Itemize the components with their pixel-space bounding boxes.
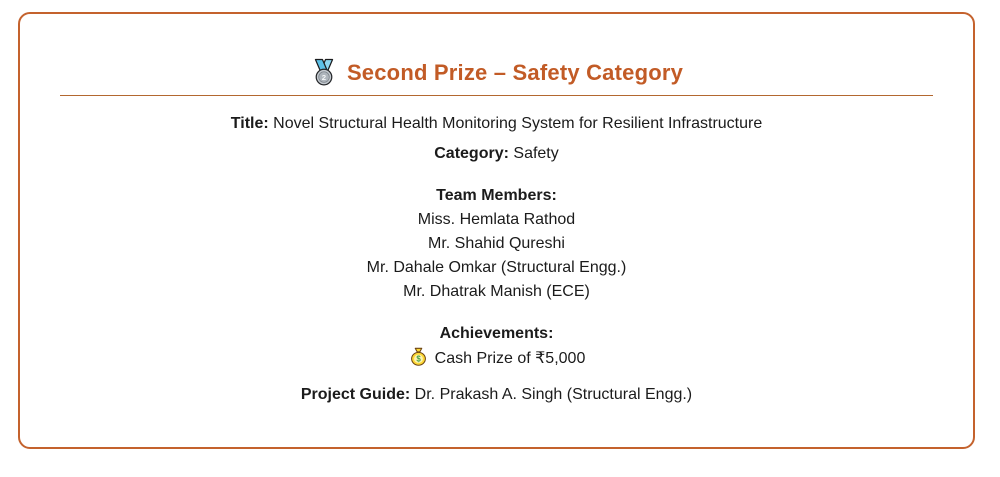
team-member: Mr. Dhatrak Manish (ECE): [403, 283, 590, 300]
achievements-section: [42, 322, 951, 371]
project-guide-line: [42, 383, 951, 407]
heading-divider: [60, 95, 933, 96]
achievements-label: Achievements:: [439, 325, 554, 342]
svg-text:$: $: [415, 354, 421, 364]
project-title-label: Title:: [230, 115, 269, 132]
team-members-section: [42, 184, 951, 304]
category-value: Safety: [513, 145, 559, 162]
money-bag-icon: [408, 346, 429, 367]
svg-text:2: 2: [321, 73, 327, 83]
category-line: [42, 142, 951, 166]
award-heading: [42, 58, 951, 88]
project-guide-value: Dr. Prakash A. Singh (Structural Engg.): [414, 386, 693, 403]
team-member: Mr. Dahale Omkar (Structural Engg.): [366, 259, 627, 276]
achievement-item: [42, 346, 951, 371]
award-card: [18, 12, 975, 449]
team-members-label: Team Members:: [436, 187, 557, 204]
team-member: Mr. Shahid Qureshi: [428, 235, 565, 252]
project-guide-label: Project Guide:: [300, 386, 411, 403]
second-place-medal-icon: [310, 58, 338, 86]
achievement-text: Cash Prize of ₹5,000: [434, 350, 586, 367]
team-member: Miss. Hemlata Rathod: [417, 211, 576, 228]
category-label: Category:: [434, 145, 509, 162]
project-title-value: Novel Structural Health Monitoring System for Resilient Infrastructure: [273, 115, 763, 132]
project-title-line: [42, 112, 951, 136]
award-heading-text: Second Prize – Safety Category: [346, 60, 684, 85]
